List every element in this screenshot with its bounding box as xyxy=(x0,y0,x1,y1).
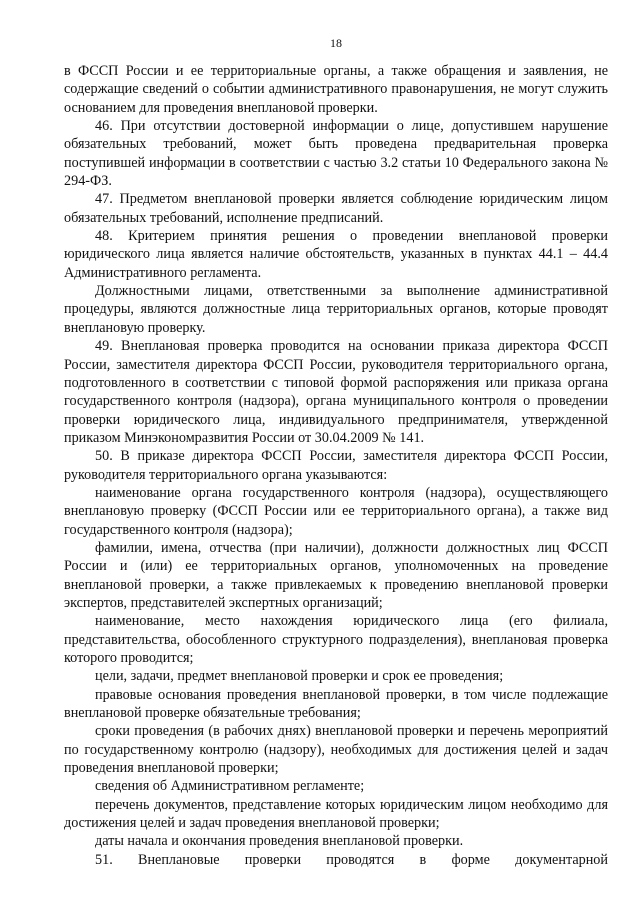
paragraph-48: 48. Критерием принятия решения о проведении внеплановой проверки юридического лица является наличие обстоятельств, указанных в пунктах 44.1 – 44.4 Административного регламента. xyxy=(64,228,608,281)
list-item-entity-location: наименование, место нахождения юридического лица (его филиала, представительства, обособленного структурного подразделения), внеплановая проверка которого проводится; xyxy=(64,613,608,666)
paragraph-49: 49. Внеплановая проверка проводится на основании приказа директора ФССП России, заместителя директора ФССП России, руководителя территориального органа, подготовленного в соответствии с типовой формой распоряжения или приказа органа государственного контроля (надзора), органа муниципального контроля о проведении проверки юридического лица, индивидуального предпринимателя, утвержденной приказом Минэкономразвития России от 30.04.2009 № 141. xyxy=(64,338,608,446)
list-item-officials: фамилии, имена, отчества (при наличии), должности должностных лиц ФССП России и (или) ее территориальных органов, уполномоченных на проведение внеплановой проверки, а также привлекаемых к проведению внеплановой проверки экспертов, представителей экспертных организаций; xyxy=(64,539,608,611)
paragraph-47: 47. Предметом внеплановой проверки является соблюдение юридическим лицом обязательных требований, исполнение предписаний. xyxy=(64,191,608,226)
list-item-regulation: сведения об Административном регламенте; xyxy=(95,778,365,795)
paragraph-46: 46. При отсутствии достоверной информации о лице, допустившем нарушение обязательных требований, может быть проведена предварительная проверка поступившей информации в соответствии с частью 3.2 статьи 10 Федерального закона № 294-ФЗ. xyxy=(64,118,608,190)
list-item-documents: перечень документов, представление которых юридическим лицом необходимо для достижения целей и задач проведения внеплановой проверки; xyxy=(64,796,608,832)
list-item-authority-name: наименование органа государственного контроля (надзора), осуществляющего внеплановую проверку (ФССП России или ее территориального органа), а также вид государственного контроля (надзора); xyxy=(64,484,608,538)
list-item-legal-grounds: правовые основания проведения внеплановой проверки, в том числе подлежащие внеплановой проверке обязательные требования; xyxy=(64,686,608,722)
paragraph-responsible-officials: Должностными лицами, ответственными за выполнение административной процедуры, являются должностные лица территориальных органов, которые проводят внеплановую проверку. xyxy=(64,283,608,336)
document-body xyxy=(64,62,608,869)
paragraph-50: 50. В приказе директора ФССП России, заместителя директора ФССП России, руководителя территориального органа указываются: xyxy=(64,448,608,483)
page-number: 18 xyxy=(330,36,342,50)
list-item-timing: сроки проведения (в рабочих днях) внеплановой проверки и перечень мероприятий по государственному контролю (надзору), необходимых для достижения целей и задач проведения внеплановой проверки; xyxy=(64,723,608,777)
list-item-dates: даты начала и окончания проведения внеплановой проверки. xyxy=(95,833,464,850)
list-item-goals: цели, задачи, предмет внеплановой проверки и срок ее проведения; xyxy=(95,668,504,685)
paragraph-51: 51. Внеплановые проверки проводятся в форме документарной xyxy=(95,851,608,868)
paragraph-continuation: в ФССП России и ее территориальные органы, а также обращения и заявления, не содержащие сведений о событии административного правонарушения, не могут служить основанием для проведения внеплановой проверки. xyxy=(64,63,608,116)
